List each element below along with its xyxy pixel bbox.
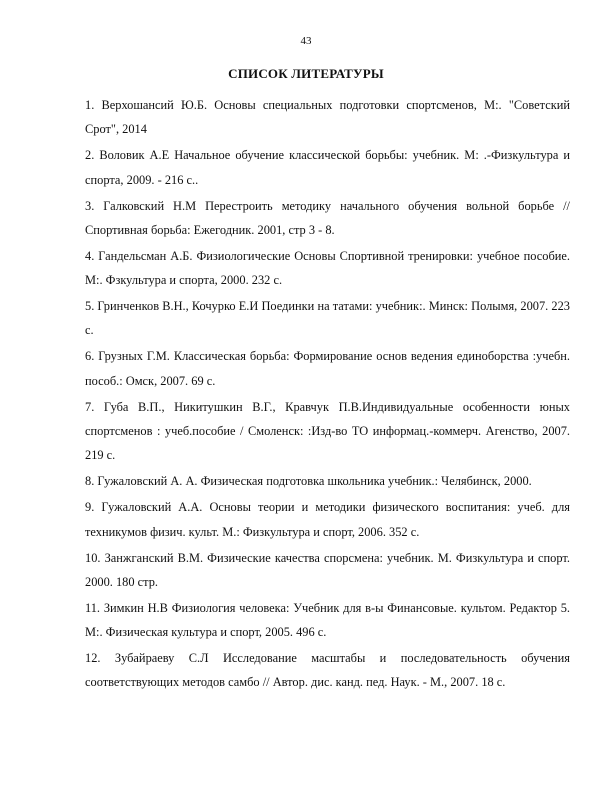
reference-item: 6. Грузных Г.М. Классическая борьба: Формирование основ ведения единоборства :учебн. пособ.: Омск, 2007. 69 с. — [85, 349, 570, 388]
reference-item: 5. Гринченков В.Н., Кочурко Е.И Поединки на татами: учебник:. Минск: Полымя, 2007. 223 с. — [85, 299, 570, 338]
reference-item: 3. Галковский Н.М Перестроить методику начального обучения вольной борьбе // Спортивная борьба: Ежегодник. 2001, стр 3 - 8. — [85, 198, 570, 237]
reference-item: 11. Зимкин Н.В Физиология человека: Учебник для в-ы Финансовые. культом. Редактор 5. М:. Физическая культура и спорт, 2005. 496 с. — [85, 600, 570, 640]
reference-item: 12. Зубайраеву С.Л Исследование масштабы и последовательность обучения соответствующих методов самбо // Автор. дис. канд. пед. Наук. - М., 2007. 18 с. — [85, 651, 570, 690]
reference-item: 8. Гужаловский А. А. Физическая подготовка школьника учебник.: Челябинск, 2000. — [85, 474, 532, 489]
reference-item: 9. Гужаловский А.А. Основы теории и методики физического воспитания: учеб. для техникумов физич. культ. М.: Физкультура и спорт, 2006. 352 с. — [85, 500, 570, 539]
reference-item: 2. Воловик А.Е Начальное обучение классической борьбы: учебник. М: .-Физкультура и спорта, 2009. - 216 с.. — [85, 148, 570, 187]
page-number: 43 — [300, 35, 312, 47]
reference-list — [85, 93, 570, 696]
page-title: СПИСОК ЛИТЕРАТУРЫ — [228, 66, 384, 81]
reference-item: 4. Гандельсман А.Б. Физиологические Основы Спортивной тренировки: учебное пособие. М:. Фзкультура и спорта, 2000. 232 с. — [85, 248, 570, 288]
reference-item: 1. Верхошансий Ю.Б. Основы специальных подготовки спортсменов, М:. "Советский Срот", 2014 — [85, 98, 570, 137]
reference-item: 7. Губа В.П., Никитушкин В.Г., Кравчук П.В.Индивидуальные особенности юных спортсменов : учеб.пособие / Смоленск: :Изд-во ТО информац.-коммерч. Агенство, 2007. 219 с. — [85, 399, 570, 463]
reference-item: 10. Занжганский В.М. Физические качества спорсмена: учебник. М. Физкультура и спорт. 2000. 180 стр. — [85, 550, 570, 589]
